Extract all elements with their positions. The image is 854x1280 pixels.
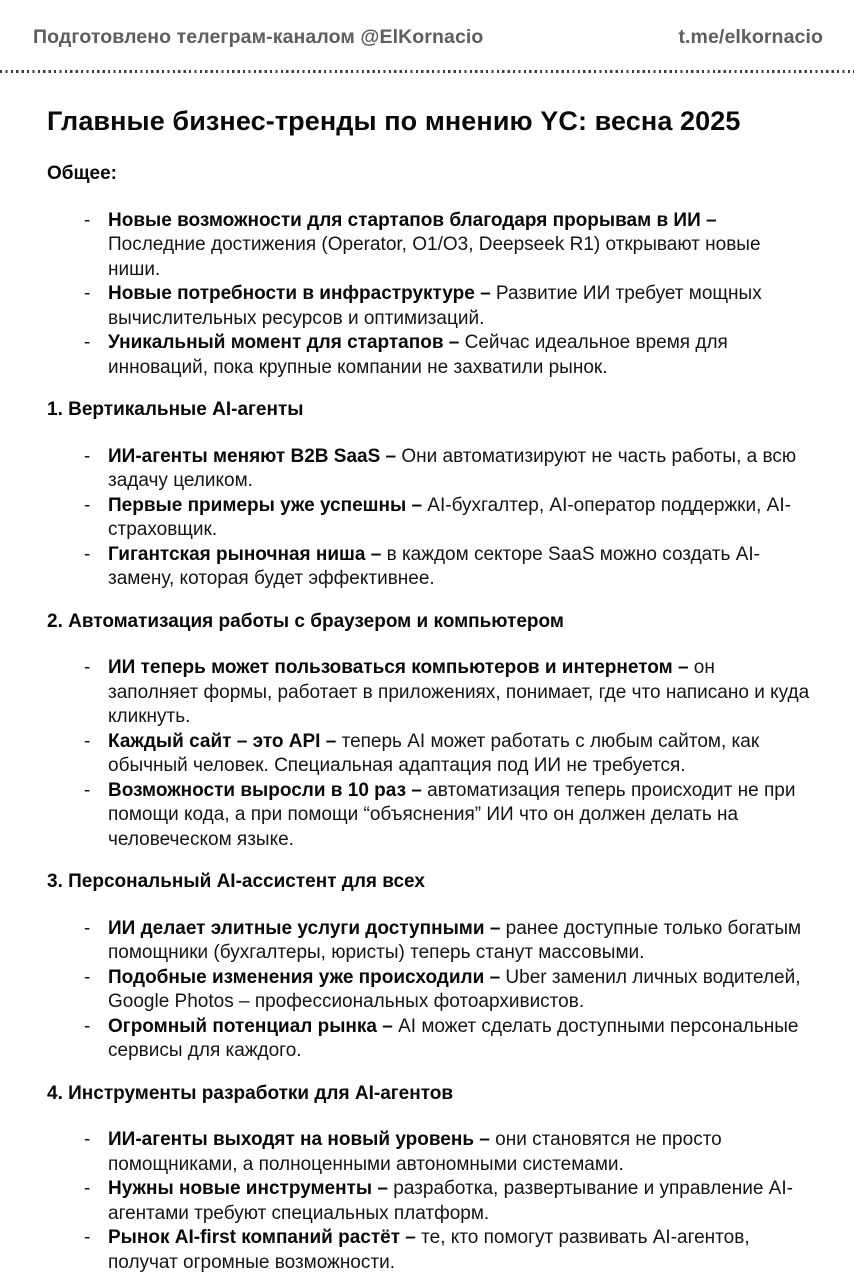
bullet-list: [47, 209, 810, 381]
bullet-marker: -: [84, 1178, 91, 1199]
bullet-rest: AI-бухгалтер, AI-оператор поддержки, AI-страховщик.: [108, 494, 791, 540]
list-item: [47, 966, 810, 1015]
bullet-rest: разработка, развертывание и управление AI-агентами требуют специальных платформ.: [108, 1178, 793, 1224]
bullet-marker: -: [84, 332, 91, 353]
bullet-lead: ИИ-агенты выходят на новый уровень –: [108, 1129, 490, 1150]
list-item: [47, 1015, 810, 1064]
list-item: [47, 917, 810, 966]
bullet-lead: ИИ делает элитные услуги доступными –: [108, 917, 501, 939]
document-content: [0, 106, 854, 1275]
bullet-rest: ранее доступные только богатым помощники (бухгалтеры, юристы) теперь станут массовыми.: [108, 917, 802, 963]
bullet-rest: Сейчас идеальное время для инноваций, пока крупные компании не захватили рынок.: [108, 332, 728, 378]
bullet-list: [47, 1128, 810, 1275]
bullet-lead: ИИ-агенты меняют B2B SaaS –: [108, 445, 397, 467]
section-heading: 3. Персональный AI-ассистент для всех: [47, 871, 425, 892]
bullet-lead: Уникальный момент для стартапов –: [108, 332, 460, 353]
bullet-marker: -: [84, 543, 91, 565]
bullet-marker: -: [84, 494, 91, 516]
section-ai-dev-tools: [47, 1082, 810, 1276]
list-item: [47, 656, 810, 730]
bullet-rest: те, кто помогут развивать AI-агентов, получат огромные возможности.: [108, 1227, 750, 1273]
bullet-lead: Возможности выросли в 10 раз –: [108, 779, 422, 801]
bullet-lead: Первые примеры уже успешны –: [108, 494, 423, 516]
section-personal-ai-assistant: [47, 870, 810, 1064]
bullet-rest: он заполняет формы, работает в приложениях, понимает, где что написано и куда кликнуть.: [108, 657, 810, 727]
bullet-rest: автоматизация теперь происходит не при помощи кода, а при помощи “объяснения” ИИ что он должен делать на человеческом языке.: [108, 779, 796, 850]
bullet-rest: Они автоматизируют не часть работы, а всю задачу целиком.: [108, 445, 797, 491]
bullet-rest: Последние достижения (Operator, O1/O3, Deepseek R1) открывают новые ниши.: [108, 234, 761, 280]
section-vertical-ai-agents: [47, 398, 810, 592]
bullet-marker: -: [84, 1015, 91, 1037]
list-item: [47, 1226, 810, 1275]
bullet-marker: -: [84, 283, 91, 304]
bullet-lead: Нужны новые инструменты –: [108, 1178, 388, 1199]
list-item: [47, 779, 810, 853]
bullet-list: [47, 445, 810, 592]
section-heading: 1. Вертикальные AI-агенты: [47, 399, 304, 420]
bullet-marker: -: [84, 779, 91, 801]
bullet-rest: Развитие ИИ требует мощных вычислительных ресурсов и оптимизаций.: [108, 283, 762, 329]
section-heading: Общее:: [47, 163, 118, 184]
bullet-lead: Огромный потенциал рынка –: [108, 1015, 393, 1037]
bullet-lead: Каждый сайт – это API –: [108, 730, 337, 752]
bullet-marker: -: [84, 730, 91, 752]
bullet-lead: Новые возможности для стартапов благодаря прорывам в ИИ –: [108, 209, 717, 231]
bullet-marker: -: [84, 445, 91, 467]
bullet-lead: Гигантская рыночная ниша –: [108, 543, 382, 565]
dotted-divider: [0, 70, 854, 73]
bullet-rest: они становятся не просто помощниками, а полноценными автономными системами.: [108, 1129, 722, 1175]
list-item: [47, 1177, 810, 1226]
bullet-marker: -: [84, 1227, 91, 1248]
list-item: [47, 543, 810, 592]
list-item: [47, 445, 810, 494]
bullet-lead: Подобные изменения уже происходили –: [108, 966, 501, 988]
bullet-list: [47, 656, 810, 852]
bullet-marker: -: [84, 1129, 91, 1150]
list-item: [47, 1128, 810, 1177]
list-item: [47, 494, 810, 543]
bullet-lead: Рынок AI-first компаний растёт –: [108, 1227, 416, 1248]
bullet-marker: -: [84, 917, 91, 939]
section-heading: 2. Автоматизация работы с браузером и компьютером: [47, 610, 564, 632]
bullet-lead: Новые потребности в инфраструктуре –: [108, 283, 491, 304]
section-general: [47, 162, 810, 380]
page-title: Главные бизнес-тренды по мнению YC: весна 2025: [47, 106, 741, 136]
list-item: [47, 282, 810, 331]
bullet-rest: AI может сделать доступными персональные сервисы для каждого.: [108, 1015, 799, 1061]
bullet-rest: Uber заменил личных водителей, Google Photos – профессиональных фотоархивистов.: [108, 966, 801, 1012]
bullet-marker: -: [84, 657, 91, 678]
section-heading: 4. Инструменты разработки для AI-агентов: [47, 1082, 454, 1104]
list-item: [47, 209, 810, 283]
list-item: [47, 730, 810, 779]
header-channel-link: t.me/elkornacio: [678, 26, 823, 48]
bullet-marker: -: [84, 209, 91, 231]
bullet-rest: в каждом секторе SaaS можно создать AI-замену, которая будет эффективнее.: [108, 543, 760, 589]
bullet-rest: теперь AI может работать с любым сайтом, как обычный человек. Специальная адаптация под ИИ не требуется.: [108, 730, 760, 776]
bullet-marker: -: [84, 966, 91, 988]
bullet-lead: ИИ теперь может пользоваться компьютеров и интернетом –: [108, 657, 689, 678]
section-browser-automation: [47, 610, 810, 853]
list-item: [47, 331, 810, 380]
header-credit-text: Подготовлено телеграм-каналом @ElKornacio: [33, 26, 484, 48]
page-header: [0, 0, 854, 49]
bullet-list: [47, 917, 810, 1064]
